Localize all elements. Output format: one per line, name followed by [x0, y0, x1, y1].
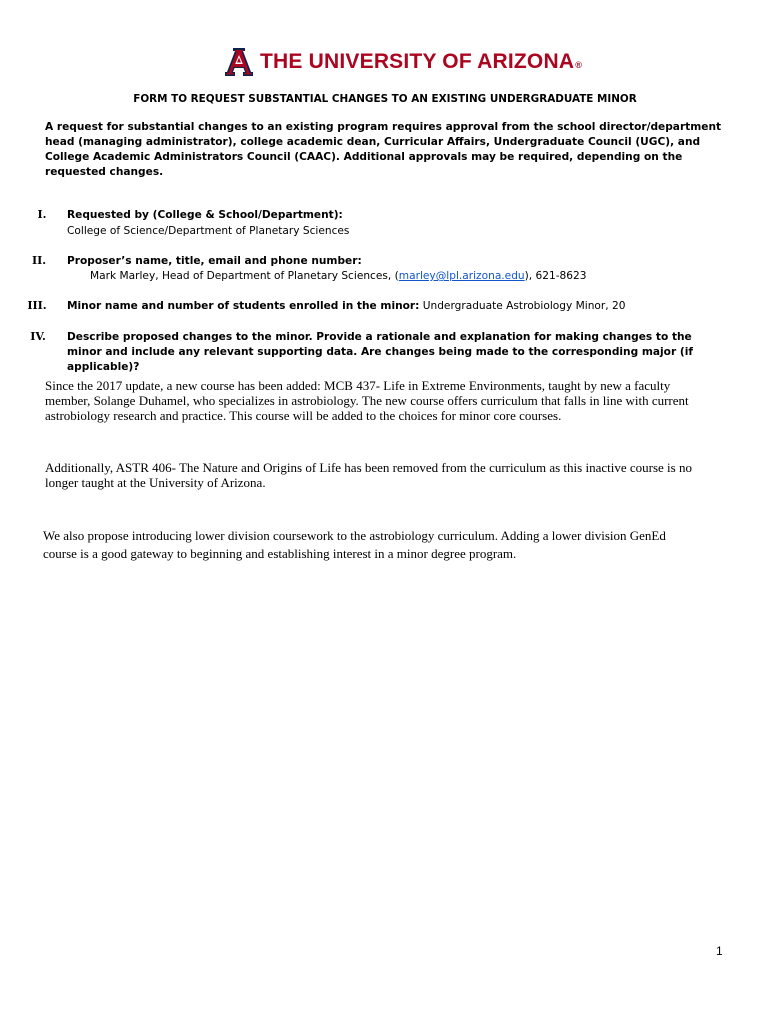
section-answer: College of Science/Department of Planetary Sciences	[67, 225, 350, 237]
registered-mark: ®	[575, 60, 583, 70]
body-paragraph: Since the 2017 update, a new course has been added: MCB 437- Life in Extreme Environments, taught by new a faculty member, Solange Duhamel, who specializes in astrobiology. The new course offers curriculum that falls in line with current astrobiology research and practice. This course will be added to the choices for minor core courses.	[45, 378, 689, 423]
body-paragraph: Additionally, ASTR 406- The Nature and Origins of Life has been removed from the curriculum as this inactive course is no longer taught at the University of Arizona.	[45, 460, 692, 490]
section-heading: Requested by (College & School/Department):	[67, 209, 343, 221]
body-paragraph: We also propose introducing lower division coursework to the astrobiology curriculum. Adding a lower division GenEd course is a good gateway to beginning and establishing interest in a minor degree program.	[43, 528, 666, 561]
section-number: III.	[27, 299, 47, 312]
proposer-phone: ), 621-8623	[524, 270, 587, 282]
logo-wordmark	[260, 50, 582, 74]
logo-wordmark-text: THE UNIVERSITY OF ARIZONA	[260, 50, 575, 73]
form-title: FORM TO REQUEST SUBSTANTIAL CHANGES TO AN EXISTING UNDERGRADUATE MINOR	[133, 93, 637, 105]
section-heading: Proposer’s name, title, email and phone number:	[67, 255, 362, 267]
section-heading-row	[67, 299, 747, 314]
section-answer: Undergraduate Astrobiology Minor, 20	[419, 300, 626, 312]
section-number: IV.	[30, 330, 46, 343]
section-number: II.	[31, 254, 47, 267]
page-number: 1	[716, 944, 723, 958]
email-link[interactable]: marley@lpl.arizona.edu	[398, 270, 525, 282]
university-logo	[224, 46, 582, 78]
form-intro: A request for substantial changes to an existing program requires approval from the school director/department head (managing administrator), college academic dean, Curricular Affairs, Undergraduate Council (UGC), and College Academic Administrators Council (CAAC). Additional approvals may be required, depending on the requested changes.	[45, 121, 722, 178]
section-number: I.	[37, 208, 47, 221]
section-heading: Minor name and number of students enrolled in the minor:	[67, 300, 420, 312]
section-answer	[90, 269, 587, 284]
section-heading: Describe proposed changes to the minor. Provide a rationale and explanation for making changes to the minor and include any relevant supporting data. Are changes being made to the corresponding major (if applicable)?	[67, 331, 693, 373]
proposer-details: Mark Marley, Head of Department of Planetary Sciences, (	[90, 270, 399, 282]
block-a-logo-icon	[224, 47, 254, 77]
